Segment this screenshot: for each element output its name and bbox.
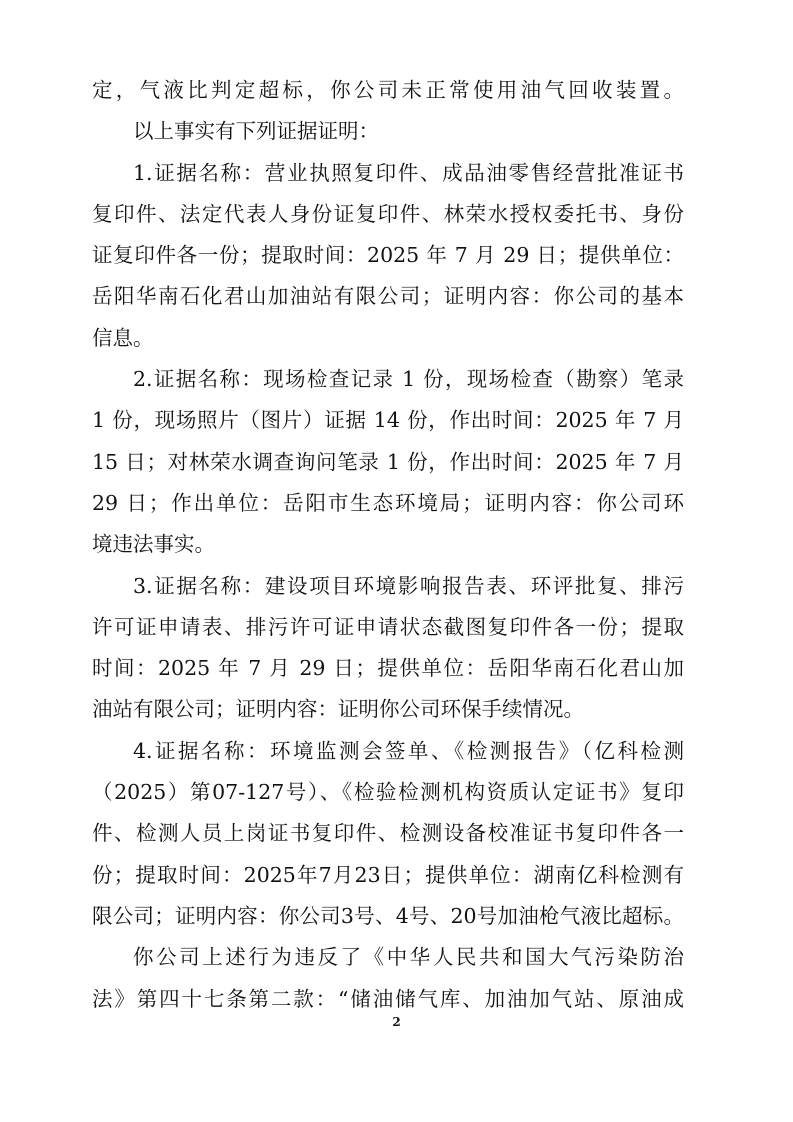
text-line: 份；提取时间：2025年7月23日；提供单位：湖南亿科检测有 (92, 862, 684, 887)
text-line: 岳阳华南石化君山加油站有限公司；证明内容：你公司的基本 (92, 284, 684, 309)
text-line: 4.证据名称：环境监测会签单、《检测报告》（亿科检测 (133, 738, 684, 763)
text-line: 限公司；证明内容：你公司3号、4号、20号加油枪气液比超标。 (92, 903, 684, 928)
text-line: 境违法事实。 (92, 532, 215, 557)
text-line: 信息。 (92, 325, 154, 350)
text-line: 29 日；作出单位：岳阳市生态环境局；证明内容：你公司环 (92, 490, 684, 515)
text-line: 以上事实有下列证据证明： (133, 119, 379, 144)
text-line: 油站有限公司；证明内容：证明你公司环保手续情况。 (92, 697, 584, 722)
page-number: 2 (392, 1015, 401, 1029)
text-line: 1 份，现场照片（图片）证据 14 份，作出时间：2025 年 7 月 (92, 408, 684, 433)
text-line: 3.证据名称：建设项目环境影响报告表、环评批复、排污 (133, 573, 684, 598)
text-line: 证复印件各一份；提取时间：2025 年 7 月 29 日；提供单位： (92, 243, 684, 268)
body-text (92, 70, 684, 1020)
text-line: 法》第四十七条第二款：“储油储气库、加油加气站、原油成 (92, 986, 684, 1011)
text-line: （2025）第07-127号）、《检验检测机构资质认定证书》复印 (92, 780, 684, 805)
text-line: 1.证据名称：营业执照复印件、成品油零售经营批准证书 (133, 160, 684, 185)
text-line: 复印件、法定代表人身份证复印件、林荣水授权委托书、身份 (92, 201, 684, 226)
text-line: 你公司上述行为违反了《中华人民共和国大气污染防治 (133, 945, 684, 970)
text-line: 15 日；对林荣水调查询问笔录 1 份，作出时间：2025 年 7 月 (92, 449, 684, 474)
text-line: 许可证申请表、排污许可证申请状态截图复印件各一份；提取 (92, 614, 684, 639)
text-line: 件、检测人员上岗证书复印件、检测设备校准证书复印件各一 (92, 821, 684, 846)
text-line: 2.证据名称：现场检查记录 1 份，现场检查（勘察）笔录 (133, 367, 684, 392)
text-line: 时间：2025 年 7 月 29 日；提供单位：岳阳华南石化君山加 (92, 656, 684, 681)
text-line: 定，气液比判定超标，你公司未正常使用油气回收装置。 (92, 78, 684, 102)
